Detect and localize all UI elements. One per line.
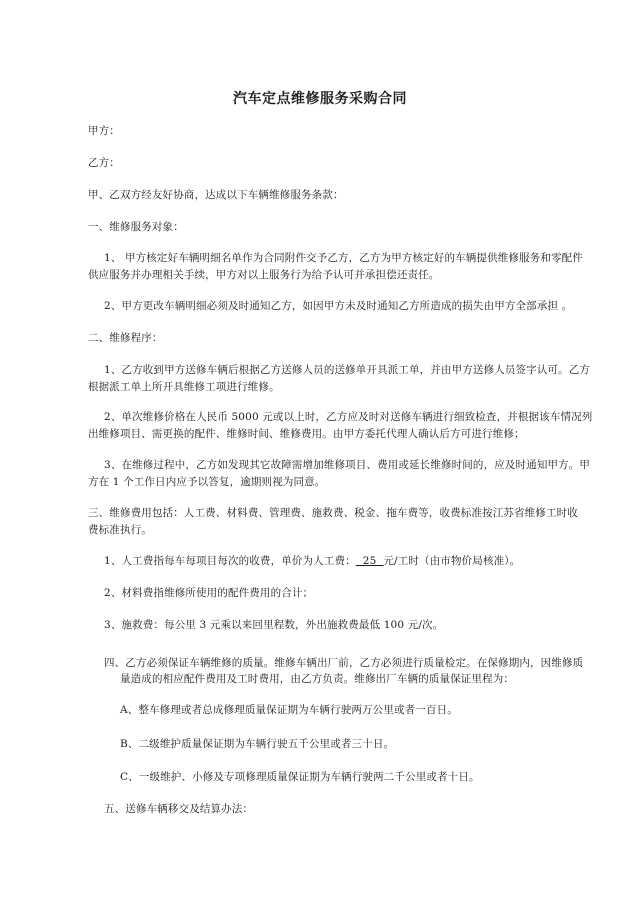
section-4-item-c: C、一级维护、小修及专项修理质量保证期为车辆行驶两二千公里或者十日。 [120,771,480,783]
section-5-heading: 五、送修车辆移交及结算办法： [104,803,254,815]
section-4-line-1: 四、乙方必须保证车辆维修的质量。维修车辆出厂前，乙方必须进行质量检定。在保修期内，因维修质 [104,657,584,669]
section-1-para-2: 2、甲方更改车辆明细必须及时通知乙方，如因甲方未及时通知乙方所造成的损失由甲方全部承担 。 [104,300,573,312]
party-b-line: 乙方： [88,157,120,169]
labor-fee-prefix: 1、人工费指每车每项目每次的收费，单价为人工费： [104,555,356,567]
party-a-line: 甲方： [88,125,120,137]
section-2-heading: 二、维修程序： [88,332,163,344]
section-1-heading: 一、维修服务对象： [88,221,184,233]
section-1-para-1-line-2: 供应服务并办理相关手续，甲方对以上服务行为给予认可并承担偿还责任。 [88,269,440,281]
section-3-heading-line-2: 费标准执行。 [88,524,152,536]
section-2-para-3-line-2: 方在 1 个工作日内应予以答复，逾期则视为同意。 [88,476,326,488]
section-2-para-1-line-1: 1、乙方收到甲方送修车辆后根据乙方送修人员的送修单开具派工单，并由甲方送修人员签字认可。乙方 [104,364,591,376]
intro-paragraph: 甲、乙双方经友好协商，达成以下车辆维修服务条款： [88,189,344,201]
labor-fee-suffix: 元/工时（由市物价局核准）。 [383,555,521,567]
section-3-para-1 [104,554,520,568]
section-4-item-a: A、整车修理或者总成修理质量保证期为车辆行驶两万公里或者一百日。 [120,704,458,716]
section-3-para-3: 3、施救费：每公里 3 元乘以来回里程数，外出施救费最低 100 元/次。 [104,619,444,631]
section-2-para-2-line-1: 2、单次维修价格在人民币 5000 元或以上时，乙方应及时对送修车辆进行细致检查，并根据该车情况列 [104,411,593,423]
section-2-para-2-line-2: 出维修项目、需更换的配件、维修时间、维修费用。由甲方委托代理人确认后方可进行维修； [88,428,525,440]
document-title: 汽车定点维修服务采购合同 [233,91,407,107]
section-2-para-1-line-2: 根据派工单上所开具维修工项进行维修。 [88,381,280,393]
section-4-item-b: B、二级维护质量保证期为车辆行驶五千公里或者三十日。 [120,738,395,750]
section-2-para-3-line-1: 3、在维修过程中，乙方如发现其它故障需增加维修项目、费用或延长维修时间的，应及时通知甲方。甲 [104,459,591,471]
labor-fee-value: 25 [355,555,384,567]
section-3-para-2: 2、材料费指维修所使用的配件费用的合计； [104,587,314,599]
section-3-heading-line-1: 三、维修费用包括：人工费、材料费、管理费、施救费、税金、拖车费等，收费标准按江苏省维修工时收 [88,507,578,519]
section-4-line-2: 量造成的相应配件费用及工时费用，由乙方负责。维修出厂车辆的质量保证里程为： [120,673,515,685]
section-1-para-1-line-1: 1、 甲方核定好车辆明细名单作为合同附件交予乙方，乙方为甲方核定好的车辆提供维修服务和零配件 [104,252,583,264]
